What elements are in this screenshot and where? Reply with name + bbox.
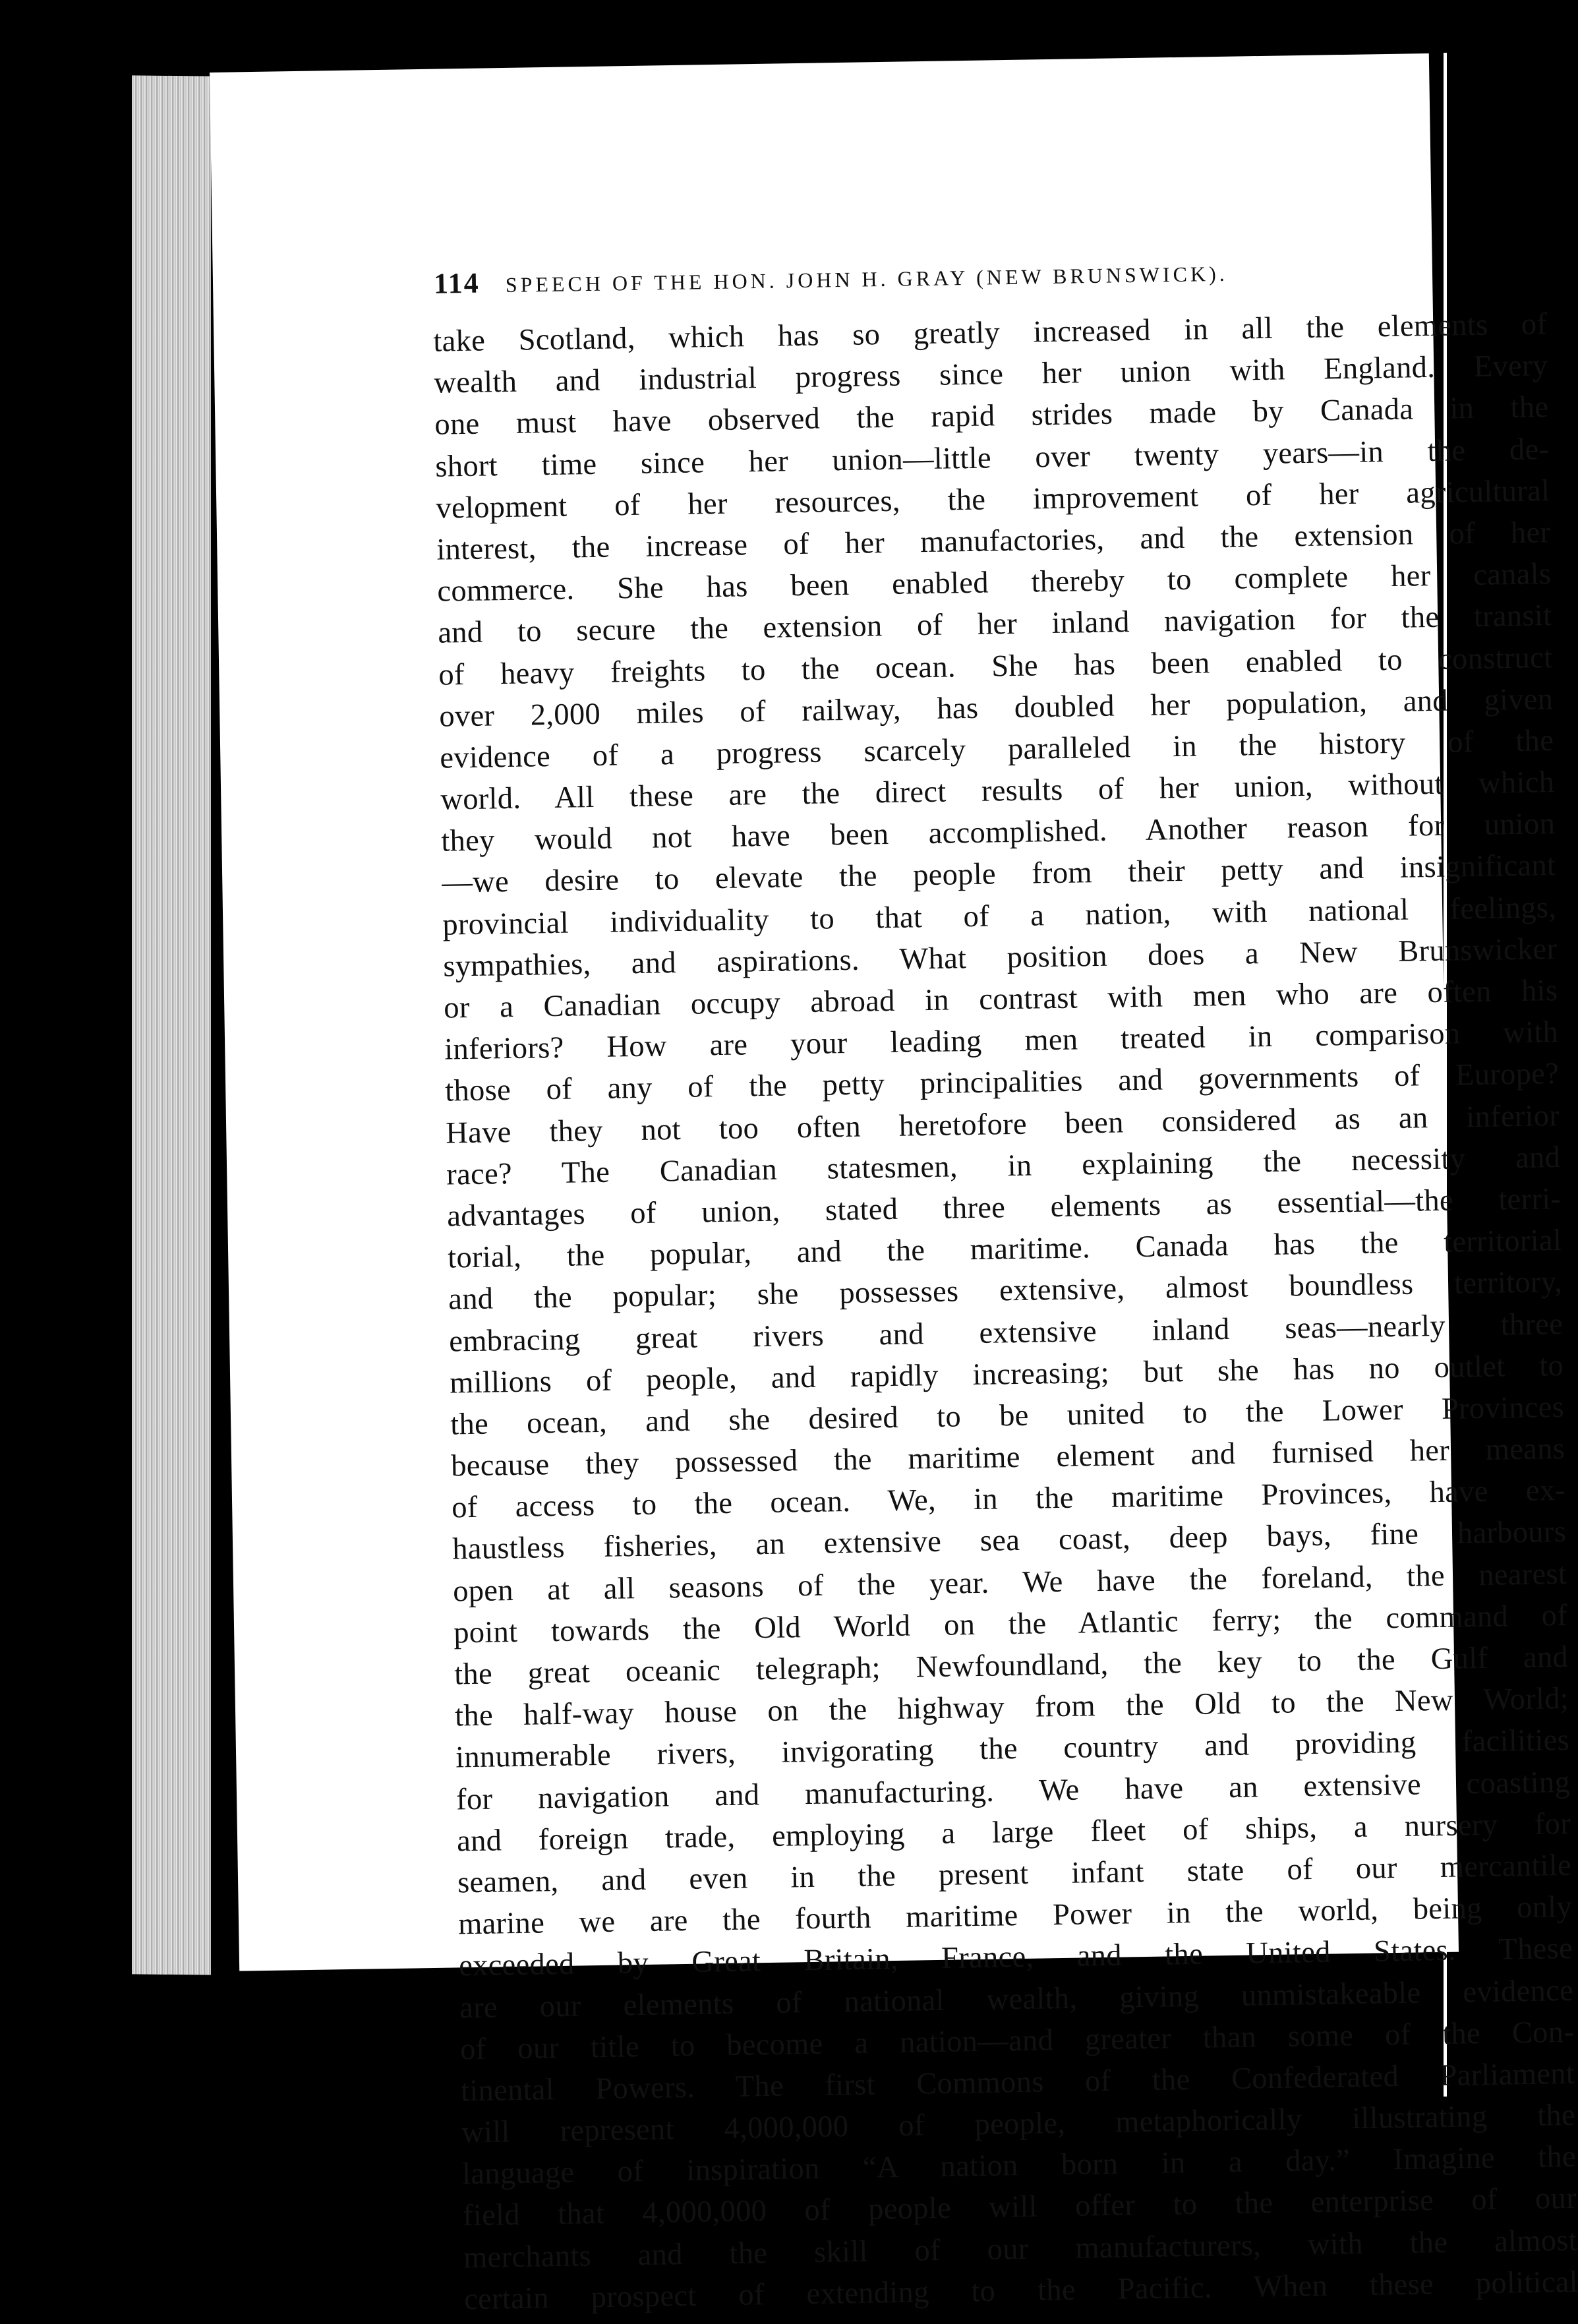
text-line: the half-way house on the highway from the Old to the New World; [454, 1682, 1569, 1733]
text-line: of heavy freights to the ocean. She has been enabled to construct [438, 640, 1553, 692]
text-line: tinental Powers. The first Commons of the Confederated Parliament [460, 2056, 1575, 2108]
text-line: race? The Canadian statesmen, in explaining the necessity and [446, 1140, 1561, 1192]
text-line: are our elements of national wealth, giving unmistakeable evidence [459, 1973, 1574, 2025]
text-line: wealth and industrial progress since her union with England. Every [434, 349, 1548, 400]
text-line: exceeded by Great Britain, France, and the United States. These [458, 1932, 1573, 1983]
text-line: evidence of a progress scarcely paralleled in the history of the [439, 723, 1554, 775]
page-number: 114 [433, 266, 481, 300]
text-line: they would not have been accomplished. Another reason for union [440, 807, 1556, 858]
body-text [433, 303, 1578, 2320]
running-head: SPEECH OF THE HON. JOHN H. GRAY (NEW BRUNSWICK). [505, 261, 1228, 297]
text-line: sympathies, and aspirations. What position does a New Brunswicker [442, 932, 1558, 984]
text-line: seamen, and even in the present infant state of our mercantile [457, 1848, 1572, 1900]
text-line: the great oceanic telegraph; Newfoundland, the key to the Gulf and [453, 1640, 1569, 1692]
text-line: torial, the popular, and the maritime. Canada has the territorial [447, 1224, 1562, 1275]
text-line: inferiors? How are your leading men treated in comparison with [444, 1015, 1559, 1067]
text-line: open at all seasons of the year. We have the foreland, the nearest [452, 1557, 1567, 1609]
text-line: field that 4,000,000 of people will offer to the enterprise of our [462, 2182, 1577, 2233]
text-line: of access to the ocean. We, in the maritime Provinces, have ex- [451, 1474, 1566, 1525]
text-line: advantages of union, stated three elements as essential—the terri- [446, 1181, 1562, 1234]
text-line: over 2,000 miles of railway, has doubled her population, and given [438, 682, 1554, 734]
text-line: for navigation and manufacturing. We have an extensive coasting [455, 1765, 1571, 1817]
text-line: —we desire to elevate the people from their petty and insignificant [441, 849, 1556, 901]
text-line: and foreign trade, employing a large fleet of ships, a nursery for [456, 1806, 1571, 1859]
text-line: haustless fisheries, an extensive sea coast, deep bays, fine harbours [452, 1515, 1567, 1566]
text-line: marine we are the fourth maritime Power in the world, being only [457, 1890, 1573, 1942]
text-line: point towards the Old World on the Atlantic ferry; the command of [453, 1598, 1568, 1650]
text-line: commerce. She has been enabled thereby to complete her canals [437, 557, 1552, 609]
text-line: innumerable rivers, invigorating the country and providing facilities [455, 1723, 1570, 1775]
text-line: and to secure the extension of her inland navigation for the transit [438, 599, 1552, 650]
text-line: provincial individuality to that of a nation, with national feelings, [442, 890, 1557, 942]
text-line: will represent 4,000,000 of people, metaphorically illustrating the [461, 2098, 1576, 2150]
text-line: merchants and the skill of our manufacturers, with the almost [463, 2223, 1578, 2275]
text-line: one must have observed the rapid strides made by Canada in the [434, 390, 1549, 442]
book-page [210, 53, 1578, 2317]
text-line: those of any of the petty principalities and governments of Europe? [444, 1057, 1560, 1108]
text-line: language of inspiration “A nation born in a day.” Imagine the [461, 2140, 1577, 2191]
text-line: certain prospect of extending to the Pacific. When these political [463, 2265, 1578, 2317]
text-line: embracing great rivers and extensive inland seas—nearly three [448, 1307, 1563, 1359]
text-line: and the popular; she possesses extensive, almost boundless territory, [448, 1265, 1563, 1317]
text-line: interest, the increase of her manufactories, and the extension of her [436, 516, 1551, 567]
text-line: the ocean, and she desired to be united to the Lower Provinces [450, 1390, 1565, 1442]
text-line: world. All these are the direct results of her union, without which [440, 765, 1555, 817]
text-line: because they possessed the maritime element and furnised her means [450, 1432, 1565, 1483]
text-line: or a Canadian occupy abroad in contrast with men who are often his [443, 974, 1558, 1025]
text-line: short time since her union—little over twenty years—in the de- [435, 432, 1550, 484]
page-header [434, 251, 1436, 301]
text-line: of our title to become a nation—and greater than some of the Con- [459, 2015, 1575, 2067]
book-page-edges [132, 75, 211, 1975]
text-line: take Scotland, which has so greatly increased in all the elements of [433, 307, 1548, 359]
text-line: Have they not too often heretofore been considered as an inferior [445, 1098, 1560, 1150]
text-line: millions of people, and rapidly increasing; but she has no outlet to [449, 1348, 1564, 1400]
text-line: velopment of her resources, the improvement of her agricultural [436, 473, 1550, 525]
